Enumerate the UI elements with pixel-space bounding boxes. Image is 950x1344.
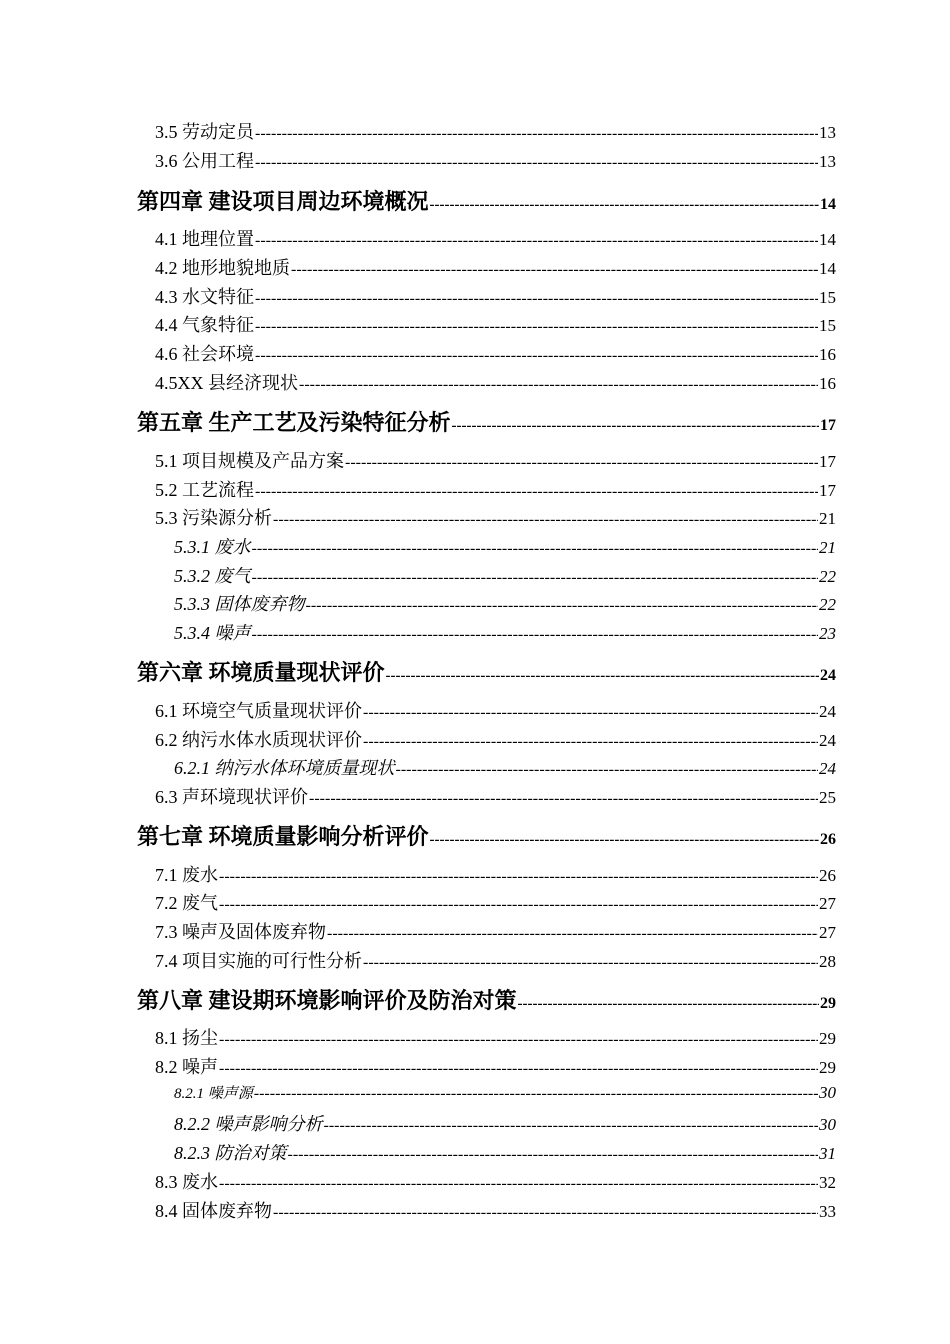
toc-entry-label: 4.3 水文特征 [155, 287, 254, 307]
toc-page-number: 17 [820, 417, 836, 434]
toc-page-number: 13 [819, 123, 836, 142]
toc-chapter-7[interactable] [137, 820, 836, 850]
toc-page-number: 17 [819, 481, 836, 500]
toc-leader [255, 290, 818, 308]
toc-entry-label: 5.1 项目规模及产品方案 [155, 451, 344, 471]
toc-entry-label: 6.2 纳污水体水质现状评价 [155, 730, 362, 750]
toc-leader [252, 540, 819, 558]
toc-page-number: 29 [819, 1029, 836, 1048]
toc-page-number: 13 [819, 152, 836, 171]
toc-page-number: 23 [819, 624, 836, 643]
toc-leader [363, 954, 818, 972]
toc-page-number: 30 [819, 1115, 836, 1134]
toc-leader [309, 790, 818, 808]
toc-entry-4-2[interactable] [155, 254, 836, 280]
toc-leader [291, 261, 818, 279]
toc-leader [386, 668, 819, 685]
toc-leader [255, 347, 818, 365]
toc-page-number: 16 [819, 345, 836, 364]
toc-page-number: 21 [819, 509, 836, 528]
toc-entry-label: 6.2.1 纳污水体环境质量现状 [174, 758, 395, 778]
toc-leader [254, 1085, 818, 1103]
toc-entry-5-3-2[interactable] [174, 562, 836, 588]
toc-entry-8-4[interactable] [155, 1197, 836, 1223]
toc-leader [345, 454, 818, 472]
toc-page-number: 29 [819, 1058, 836, 1077]
toc-entry-5-3-4[interactable] [174, 619, 836, 645]
toc-page-number: 16 [819, 374, 836, 393]
toc-entry-6-2-1[interactable] [174, 754, 836, 780]
toc-page-number: 32 [819, 1173, 836, 1192]
toc-leader [363, 704, 818, 722]
toc-entry-label: 6.3 声环境现状评价 [155, 787, 308, 807]
toc-chapter-6[interactable] [137, 656, 836, 686]
toc-page-number: 15 [819, 288, 836, 307]
toc-entry-4-5[interactable] [155, 369, 836, 395]
toc-page-number: 26 [820, 831, 836, 848]
toc-leader [252, 626, 819, 644]
toc-leader [273, 1204, 818, 1222]
toc-entry-8-2-3[interactable] [174, 1139, 836, 1165]
toc-entry-5-3-1[interactable] [174, 533, 836, 559]
toc-entry-label: 4.4 气象特征 [155, 315, 254, 335]
toc-entry-label: 8.4 固体废弃物 [155, 1201, 272, 1221]
toc-leader [324, 1117, 819, 1135]
toc-page-number: 30 [819, 1083, 836, 1102]
toc-entry-label: 5.3.4 噪声 [174, 623, 251, 643]
toc-entry-7-1[interactable] [155, 861, 836, 887]
toc-page-number: 15 [819, 316, 836, 335]
toc-page-number: 25 [819, 788, 836, 807]
toc-entry-5-3[interactable] [155, 504, 836, 530]
toc-chapter-label: 第四章 建设项目周边环境概况 [137, 189, 429, 214]
toc-leader [327, 925, 818, 943]
toc-leader [430, 197, 819, 214]
toc-entry-label: 7.2 废气 [155, 893, 218, 913]
toc-entry-label: 5.3.2 废气 [174, 566, 251, 586]
toc-entry-label: 8.2.1 噪声源 [174, 1086, 253, 1102]
toc-page-number: 28 [819, 952, 836, 971]
toc-entry-label: 8.3 废水 [155, 1172, 218, 1192]
toc-page-number: 26 [819, 866, 836, 885]
toc-leader [452, 418, 819, 435]
toc-entry-label: 4.1 地理位置 [155, 229, 254, 249]
toc-entry-label: 6.1 环境空气质量现状评价 [155, 701, 362, 721]
toc-chapter-8[interactable] [137, 984, 836, 1014]
toc-entry-4-1[interactable] [155, 225, 836, 251]
toc-page-number: 29 [820, 995, 836, 1012]
toc-leader [219, 1175, 818, 1193]
toc-entry-label: 3.6 公用工程 [155, 151, 254, 171]
toc-entry-8-2-1[interactable] [174, 1082, 836, 1108]
toc-entry-4-3[interactable] [155, 283, 836, 309]
toc-entry-5-2[interactable] [155, 476, 836, 502]
toc-leader [255, 232, 818, 250]
toc-entry-8-1[interactable] [155, 1024, 836, 1050]
toc-entry-7-2[interactable] [155, 889, 836, 915]
toc-entry-label: 4.5XX 县经济现状 [155, 373, 298, 393]
toc-page-number: 22 [819, 595, 836, 614]
toc-leader [255, 318, 818, 336]
toc-entry-5-1[interactable] [155, 447, 836, 473]
toc-entry-label: 5.3.1 废水 [174, 537, 251, 557]
toc-leader [255, 154, 818, 172]
toc-page-number: 33 [819, 1202, 836, 1221]
toc-entry-label: 7.4 项目实施的可行性分析 [155, 951, 362, 971]
toc-page-number: 31 [819, 1144, 836, 1163]
toc-leader [363, 733, 818, 751]
toc-leader [430, 832, 819, 849]
toc-page-number: 21 [819, 538, 836, 557]
toc-page-number: 24 [820, 667, 836, 684]
toc-entry-label: 5.3.3 固体废弃物 [174, 594, 305, 614]
toc-entry-label: 3.5 劳动定员 [155, 122, 254, 142]
toc-page-number: 22 [819, 567, 836, 586]
toc-chapter-5[interactable] [137, 406, 836, 436]
toc-leader [219, 896, 818, 914]
toc-entry-8-2[interactable] [155, 1053, 836, 1079]
toc-entry-label: 8.1 扬尘 [155, 1028, 218, 1048]
toc-entry-label: 8.2 噪声 [155, 1057, 218, 1077]
toc-leader [518, 996, 819, 1013]
toc-leader [219, 1031, 818, 1049]
toc-chapter-label: 第五章 生产工艺及污染特征分析 [137, 410, 451, 435]
toc-page-number: 24 [819, 759, 836, 778]
toc-chapter-label: 第七章 环境质量影响分析评价 [137, 824, 429, 849]
toc-entry-6-1[interactable] [155, 697, 836, 723]
toc-page-number: 14 [819, 259, 836, 278]
toc-leader [273, 511, 818, 529]
toc-entry-4-6[interactable] [155, 340, 836, 366]
toc-entry-label: 4.6 社会环境 [155, 344, 254, 364]
toc-page-number: 27 [819, 894, 836, 913]
toc-entry-label: 5.2 工艺流程 [155, 480, 254, 500]
toc-chapter-4[interactable] [137, 185, 836, 215]
toc-entry-6-2[interactable] [155, 726, 836, 752]
toc-entry-label: 7.1 废水 [155, 865, 218, 885]
toc-entry-label: 5.3 污染源分析 [155, 508, 272, 528]
toc-leader [306, 597, 819, 615]
toc-leader [219, 868, 818, 886]
toc-entry-6-3[interactable] [155, 783, 836, 809]
toc-entry-label: 8.2.2 噪声影响分析 [174, 1114, 323, 1134]
toc-leader [299, 376, 818, 394]
toc-entry-8-3[interactable] [155, 1168, 836, 1194]
toc-entry-7-3[interactable] [155, 918, 836, 944]
toc-page-number: 27 [819, 923, 836, 942]
toc-entry-label: 4.2 地形地貌地质 [155, 258, 290, 278]
toc-chapter-label: 第八章 建设期环境影响评价及防治对策 [137, 988, 517, 1013]
toc-entry-5-3-3[interactable] [174, 590, 836, 616]
toc-chapter-label: 第六章 环境质量现状评价 [137, 660, 385, 685]
toc-leader [219, 1060, 818, 1078]
toc-leader [255, 483, 818, 501]
toc-entry-3-6[interactable] [155, 147, 836, 173]
toc-page-number: 24 [819, 702, 836, 721]
toc-entry-7-4[interactable] [155, 947, 836, 973]
toc-leader [396, 761, 819, 779]
toc-page-number: 14 [819, 230, 836, 249]
toc-entry-3-5[interactable] [155, 118, 836, 144]
toc-page-number: 24 [819, 731, 836, 750]
toc-page-number: 14 [820, 196, 836, 213]
toc-entry-label: 7.3 噪声及固体废弃物 [155, 922, 326, 942]
toc-leader [255, 125, 818, 143]
toc-leader [252, 569, 819, 587]
toc-entry-4-4[interactable] [155, 311, 836, 337]
toc-page-number: 17 [819, 452, 836, 471]
toc-leader [288, 1146, 819, 1164]
toc-entry-label: 8.2.3 防治对策 [174, 1143, 287, 1163]
toc-entry-8-2-2[interactable] [174, 1110, 836, 1136]
